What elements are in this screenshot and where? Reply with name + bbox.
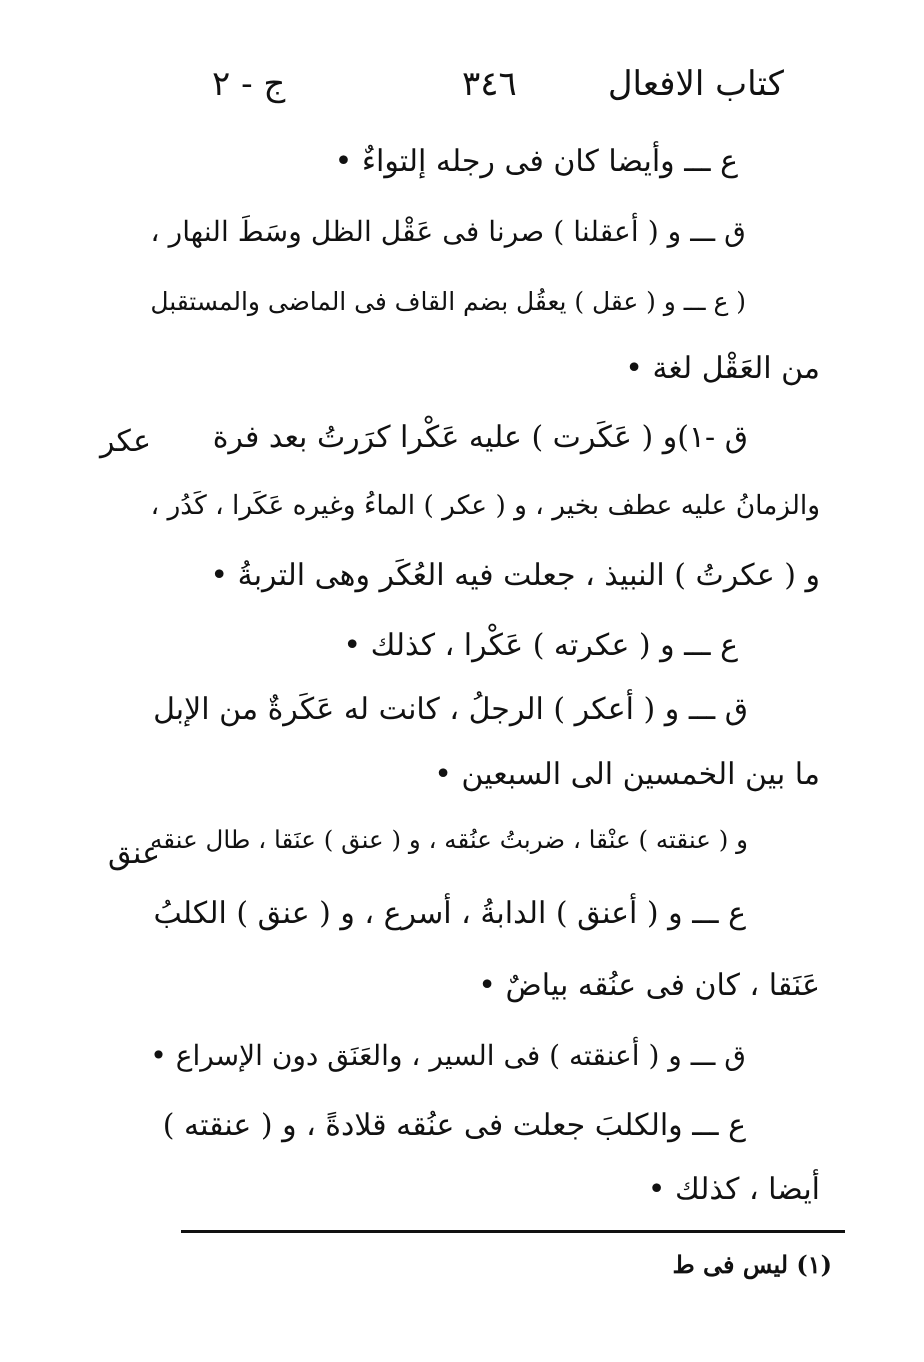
footnote: (١) ليس فى ط <box>672 1250 832 1279</box>
text-line: ما بين الخمسين الى السبعين • <box>434 757 820 792</box>
text-line: و ( عكرتُ ) النبيذ ، جعلت فيه العُكَر وهى التربةُ • <box>210 558 820 593</box>
text-line: ع ـــ والكلبَ جعلت فى عنُقه قلادةً ، و ( عنقته ) <box>162 1108 746 1143</box>
text-line: ق ـــ و ( أعقلنا ) صرنا فى عَقْل الظل وسَطَ النهار ، <box>150 215 746 248</box>
text-line: عَنَقا ، كان فى عنُقه بياضٌ • <box>478 968 820 1003</box>
text-line: من العَقْل لغة • <box>625 351 820 386</box>
text-line: ق -١)و ( عَكَرت ) عليه عَكْرا كرَرتُ بعد فرة <box>212 420 748 455</box>
book-title: كتاب الافعال <box>607 64 784 104</box>
text-line: ع ـــ و ( عكرته ) عَكْرا ، كذلك • <box>343 628 738 663</box>
text-line: ( ع ـــ و ( عقل ) يعقُل بضم القاف فى الماضى والمستقبل <box>150 287 746 316</box>
text-line: ع ـــ وأيضا كان فى رجله إلتواءٌ • <box>334 144 738 179</box>
volume-label: ج - ٢ <box>212 64 286 104</box>
text-line: ق ـــ و ( أعكر ) الرجلُ ، كانت له عَكَرةٌ من الإبل <box>153 692 748 727</box>
text-line: والزمانُ عليه عطف بخير ، و ( عكر ) الماءُ وغيره عَكَرا ، كَدُر ، <box>150 490 820 521</box>
page-number: ٣٤٦ <box>462 64 517 104</box>
margin-word-anaq: عنق <box>108 836 160 871</box>
footnote-divider <box>181 1230 845 1233</box>
margin-word-akr: عكر <box>100 424 152 459</box>
text-line: أيضا ، كذلك • <box>647 1172 820 1207</box>
text-line: ع ـــ و ( أعنق ) الدابةُ ، أسرع ، و ( عنق ) الكلبُ <box>153 896 746 931</box>
text-line: و ( عنقته ) عنْقا ، ضربتُ عنُقه ، و ( عنق ) عنَقا ، طال عنقه <box>150 825 748 854</box>
text-line: ق ـــ و ( أعنقته ) فى السير ، والعَنَق دون الإسراع • <box>150 1039 746 1072</box>
